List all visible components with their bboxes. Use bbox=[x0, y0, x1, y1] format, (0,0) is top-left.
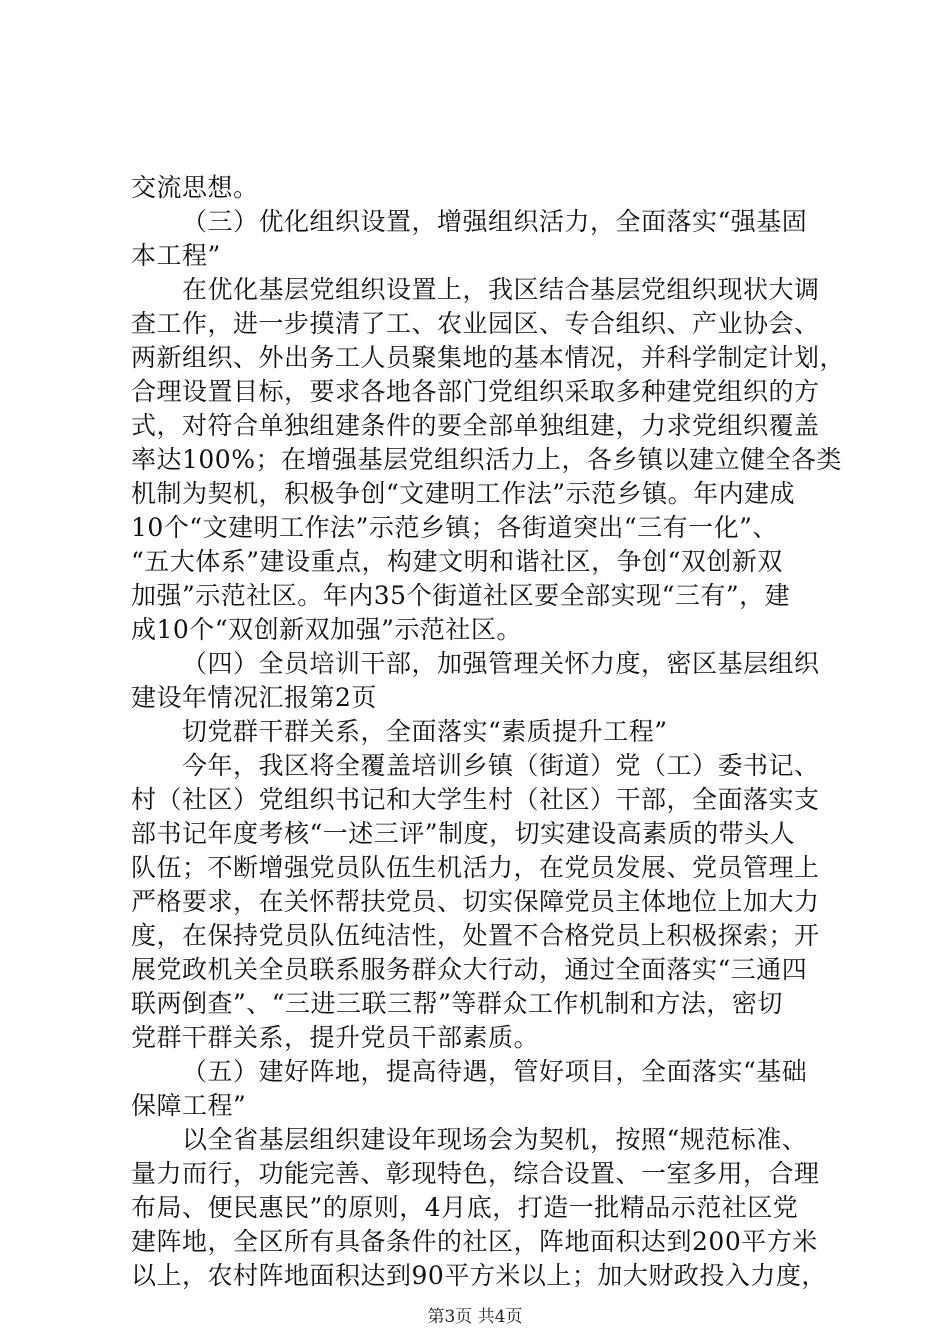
text-line: 村（社区）党组织书记和大学生村（社区）干部，全面落实支 bbox=[131, 785, 820, 814]
text-line: 保障工程” bbox=[131, 1091, 247, 1120]
section-heading-5: （五）建好阵地，提高待遇，管好项目，全面落实“基础 bbox=[182, 1057, 808, 1086]
text-line: 部书记年度考核“一述三评”制度，切实建设高素质的带头人 bbox=[131, 819, 796, 848]
text-line: 交流思想。 bbox=[131, 173, 259, 202]
text-line: 率达100%；在增强基层党组织活力上，各乡镇以建立健全各类 bbox=[131, 445, 842, 474]
text-line: 严格要求，在关怀帮扶党员、切实保障党员主体地位上加大力 bbox=[131, 887, 820, 916]
text-line: 10个“文建明工作法”示范乡镇；各街道突出“三有一化”、 bbox=[131, 513, 778, 542]
text-line: 机制为契机，积极争创“文建明工作法”示范乡镇。年内建成 bbox=[131, 479, 796, 508]
page-footer: 第3页 共4页 bbox=[427, 1307, 523, 1327]
text-line: 查工作，进一步摸清了工、农业园区、专合组织、产业协会、 bbox=[131, 309, 820, 338]
text-line: 量力而行，功能完善、彰现特色，综合设置、一室多用，合理 bbox=[131, 1159, 820, 1188]
text-line: 以上，农村阵地面积达到90平方米以上；加大财政投入力度， bbox=[131, 1261, 827, 1290]
section-heading-4: （四）全员培训干部，加强管理关怀力度，密区基层组织 bbox=[182, 649, 820, 678]
text-line: 合理设置目标，要求各地各部门党组织采取多种建党组织的方 bbox=[131, 377, 820, 406]
text-line: 本工程” bbox=[131, 241, 221, 270]
paragraph-start: 以全省基层组织建设年现场会为契机，按照“规范标准、 bbox=[182, 1125, 808, 1154]
text-line: 布局、便民惠民”的原则，4月底，打造一批精品示范社区党 bbox=[131, 1193, 799, 1222]
text-line: 展党政机关全员联系服务群众大行动，通过全面落实“三通四 bbox=[131, 955, 808, 984]
text-line: 加强”示范社区。年内35个街道社区要全部实现“三有”，建 bbox=[131, 581, 791, 610]
text-line: 建阵地，全区所有具备条件的社区，阵地面积达到200平方米 bbox=[131, 1227, 818, 1256]
text-line: 两新组织、外出务工人员聚集地的基本情况，并科学制定计划， bbox=[131, 343, 846, 372]
text-line: 建设年情况汇报第2页 bbox=[131, 683, 377, 712]
text-line: 切党群干群关系，全面落实“素质提升工程” bbox=[182, 717, 668, 746]
paragraph-start: 今年，我区将全覆盖培训乡镇（街道）党（工）委书记、 bbox=[182, 751, 820, 780]
text-line: 式，对符合单独组建条件的要全部单独组建，力求党组织覆盖 bbox=[131, 411, 820, 440]
text-line: 度，在保持党员队伍纯洁性，处置不合格党员上积极探索；开 bbox=[131, 921, 820, 950]
section-heading-3: （三）优化组织设置，增强组织活力，全面落实“强基固 bbox=[182, 207, 808, 236]
text-line: 党群干群关系，提升党员干部素质。 bbox=[131, 1023, 540, 1052]
text-line: 联两倒查”、“三进三联三帮”等群众工作机制和方法，密切 bbox=[131, 989, 783, 1018]
paragraph-start: 在优化基层党组织设置上，我区结合基层党组织现状大调 bbox=[182, 275, 820, 304]
text-line: 成10个“双创新双加强”示范社区。 bbox=[131, 615, 522, 644]
text-line: “五大体系”建设重点，构建文明和谐社区，争创“双创新双 bbox=[131, 547, 783, 576]
text-line: 队伍；不断增强党员队伍生机活力，在党员发展、党员管理上 bbox=[131, 853, 820, 882]
